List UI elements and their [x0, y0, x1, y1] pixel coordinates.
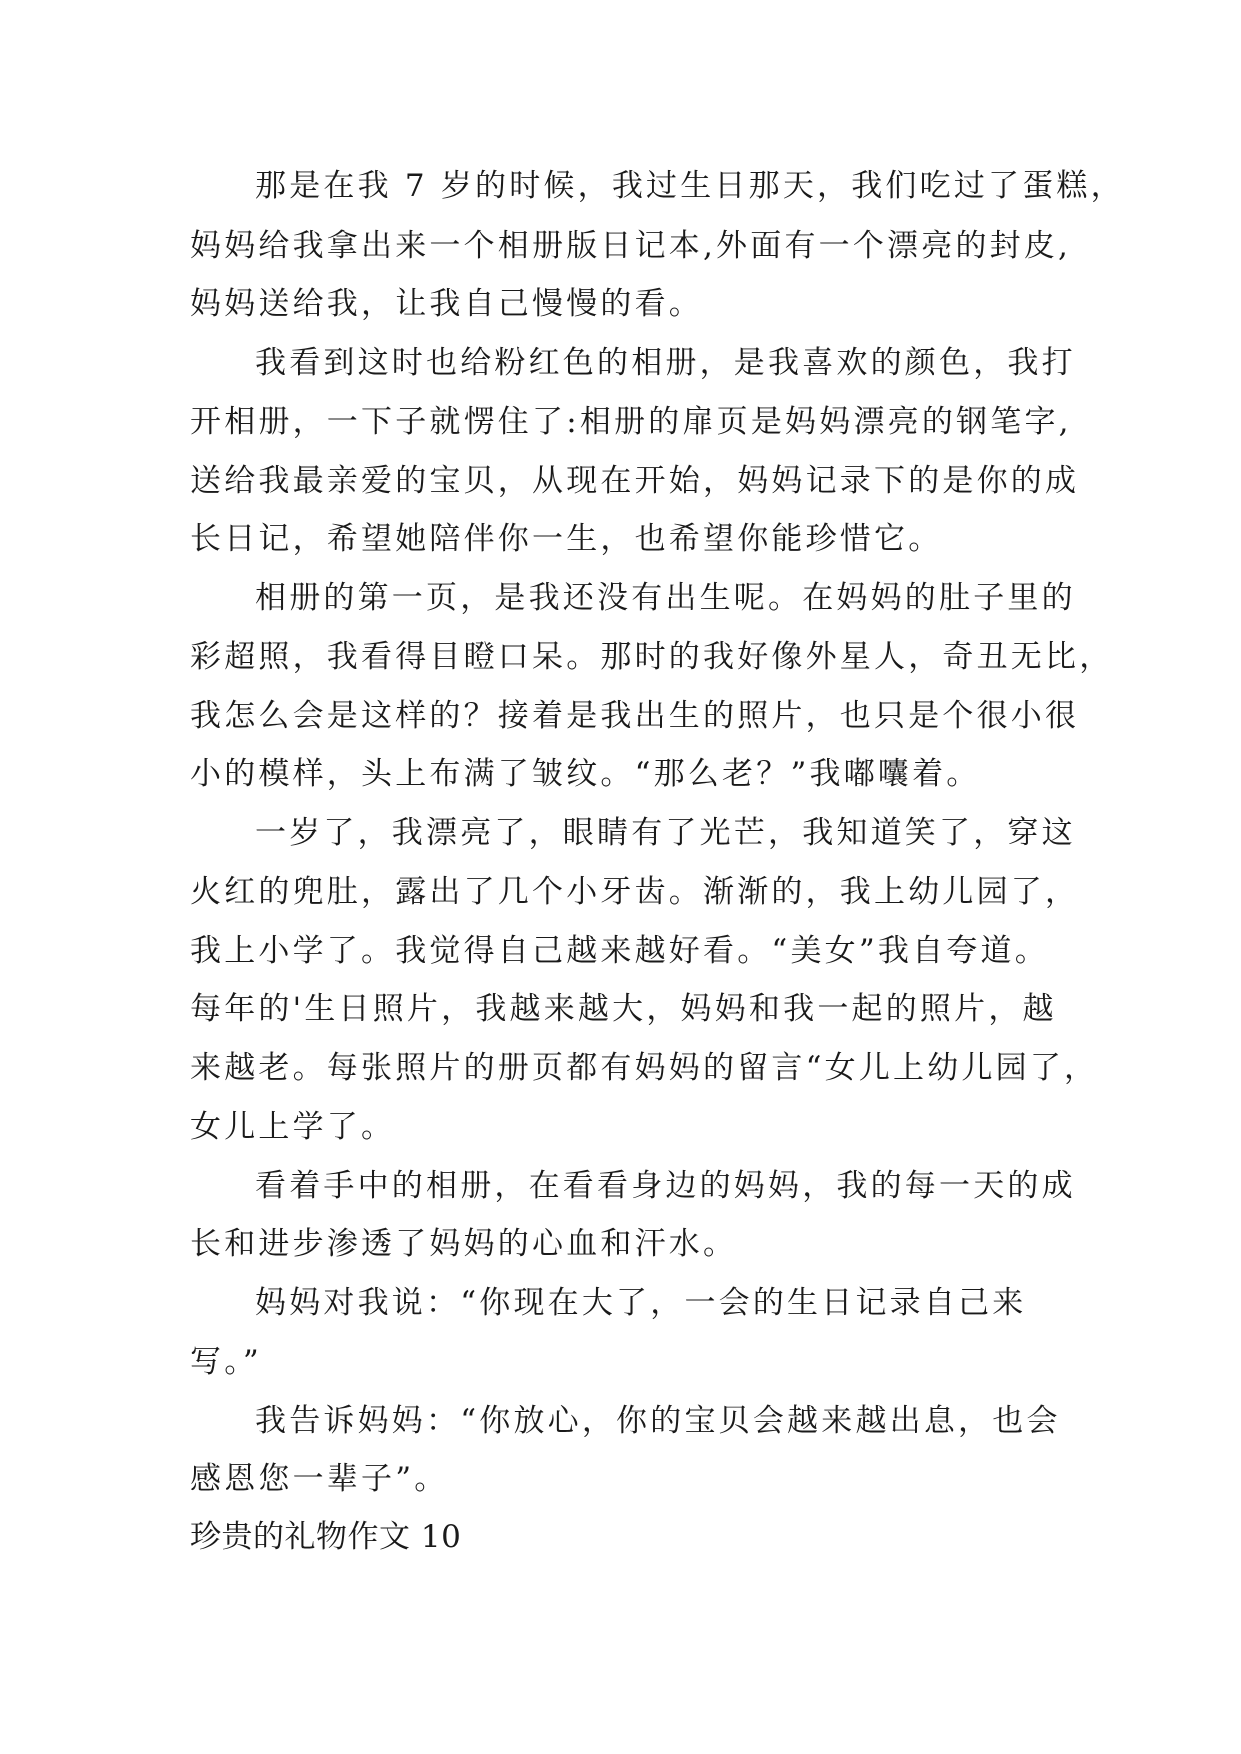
paragraph-3-line-1: 相册的第一页，是我还没有出生呢。在妈妈的肚子里的 — [255, 580, 1076, 616]
paragraph-3-line-4: 小的模样，头上布满了皱纹。“那么老？”我嘟囔着。 — [190, 756, 981, 792]
paragraph-4-line-2: 火红的兜肚，露出了几个小牙齿。渐渐的，我上幼儿园了， — [190, 874, 1080, 910]
paragraph-7-line-1: 我告诉妈妈：“你放心，你的宝贝会越来越出息，也会 — [255, 1403, 1061, 1439]
paragraph-4-line-6: 女儿上学了。 — [190, 1109, 396, 1145]
paragraph-5-line-1: 看着手中的相册，在看看身边的妈妈，我的每一天的成 — [255, 1168, 1076, 1204]
paragraph-5-line-2: 长和进步渗透了妈妈的心血和汗水。 — [190, 1226, 738, 1262]
paragraph-2-line-1: 我看到这时也给粉红色的相册，是我喜欢的颜色，我打 — [255, 345, 1076, 381]
paragraph-7-line-2: 感恩您一辈子”。 — [190, 1461, 449, 1497]
paragraph-4-line-1: 一岁了，我漂亮了，眼睛有了光芒，我知道笑了，穿这 — [255, 815, 1076, 851]
paragraph-3-line-2: 彩超照，我看得目瞪口呆。那时的我好像外星人，奇丑无比， — [190, 639, 1114, 675]
paragraph-6-line-2: 写。” — [190, 1344, 262, 1380]
paragraph-4-line-4: 每年的'生日照片，我越来越大，妈妈和我一起的照片，越 — [190, 991, 1057, 1027]
paragraph-1-line-2: 妈妈给我拿出来一个相册版日记本,外面有一个漂亮的封皮, — [190, 228, 1072, 264]
paragraph-2-line-4: 长日记，希望她陪伴你一生，也希望你能珍惜它。 — [190, 521, 943, 557]
paragraph-3-line-3: 我怎么会是这样的？接着是我出生的照片，也只是个很小很 — [190, 698, 1080, 734]
paragraph-1-line-3: 妈妈送给我，让我自己慢慢的看。 — [190, 286, 703, 322]
paragraph-4-line-5: 来越老。每张照片的册页都有妈妈的留言“女儿上幼儿园了， — [190, 1050, 1099, 1086]
paragraph-1-line-1: 那是在我 7 岁的时候，我过生日那天，我们吃过了蛋糕， — [255, 168, 1125, 204]
paragraph-4-line-3: 我上小学了。我觉得自己越来越好看。“美女”我自夸道。 — [190, 933, 1049, 969]
next-article-title: 珍贵的礼物作文 10 — [190, 1519, 462, 1555]
paragraph-6-line-1: 妈妈对我说：“你现在大了，一会的生日记录自己来 — [255, 1285, 1027, 1321]
paragraph-2-line-3: 送给我最亲爱的宝贝，从现在开始，妈妈记录下的是你的成 — [190, 463, 1080, 499]
paragraph-2-line-2: 开相册，一下子就愣住了:相册的扉页是妈妈漂亮的钢笔字, — [190, 404, 1072, 440]
